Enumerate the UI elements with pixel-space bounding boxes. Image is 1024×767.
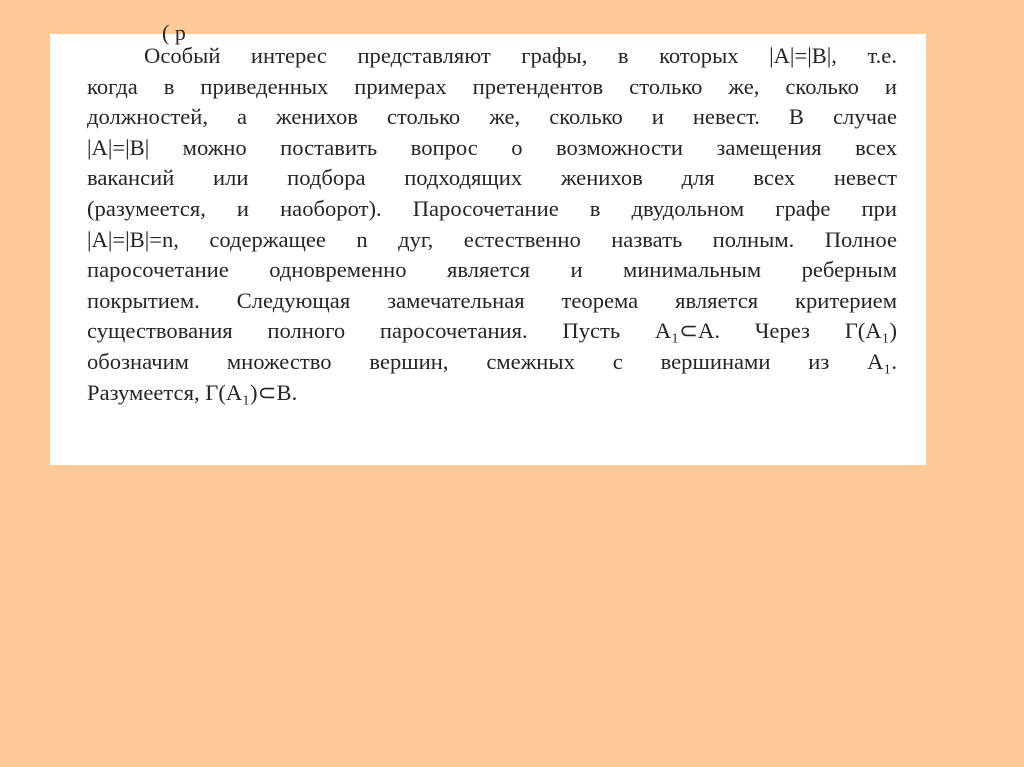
- cut-off-line: ( р: [162, 20, 186, 45]
- text-line: |A|=|B| можно поставить вопрос о возможности замещения всех: [87, 134, 897, 160]
- text-line: когда в приведенных примерах претендентов столько же, сколько и: [87, 73, 897, 99]
- text-line: |A|=|B|=n, содержащее n дуг, естественно назвать полным. Полное: [87, 226, 897, 252]
- text-line: существования полного паросочетания. Пусть A₁⊂A. Через Γ(A₁): [87, 318, 897, 344]
- text-line: покрытием. Следующая замечательная теорема является критерием: [87, 287, 897, 313]
- text-line: Разумеется, Γ(A₁)⊂B.: [87, 379, 298, 405]
- text-line: (разумеется, и наоборот). Паросочетание в двудольном графе при: [87, 195, 897, 221]
- text-line: паросочетание одновременно является и минимальным реберным: [87, 257, 897, 283]
- paragraph: [87, 41, 897, 408]
- text-line: вакансий или подбора подходящих женихов для всех невест: [87, 165, 897, 191]
- document-page: [50, 20, 926, 465]
- text-line: должностей, а женихов столько же, сколько и невест. В случае: [87, 104, 897, 130]
- text-line: Особый интерес представляют графы, в которых |A|=|B|, т.е.: [144, 43, 897, 68]
- text-line: обозначим множество вершин, смежных с вершинами из A₁.: [87, 348, 897, 374]
